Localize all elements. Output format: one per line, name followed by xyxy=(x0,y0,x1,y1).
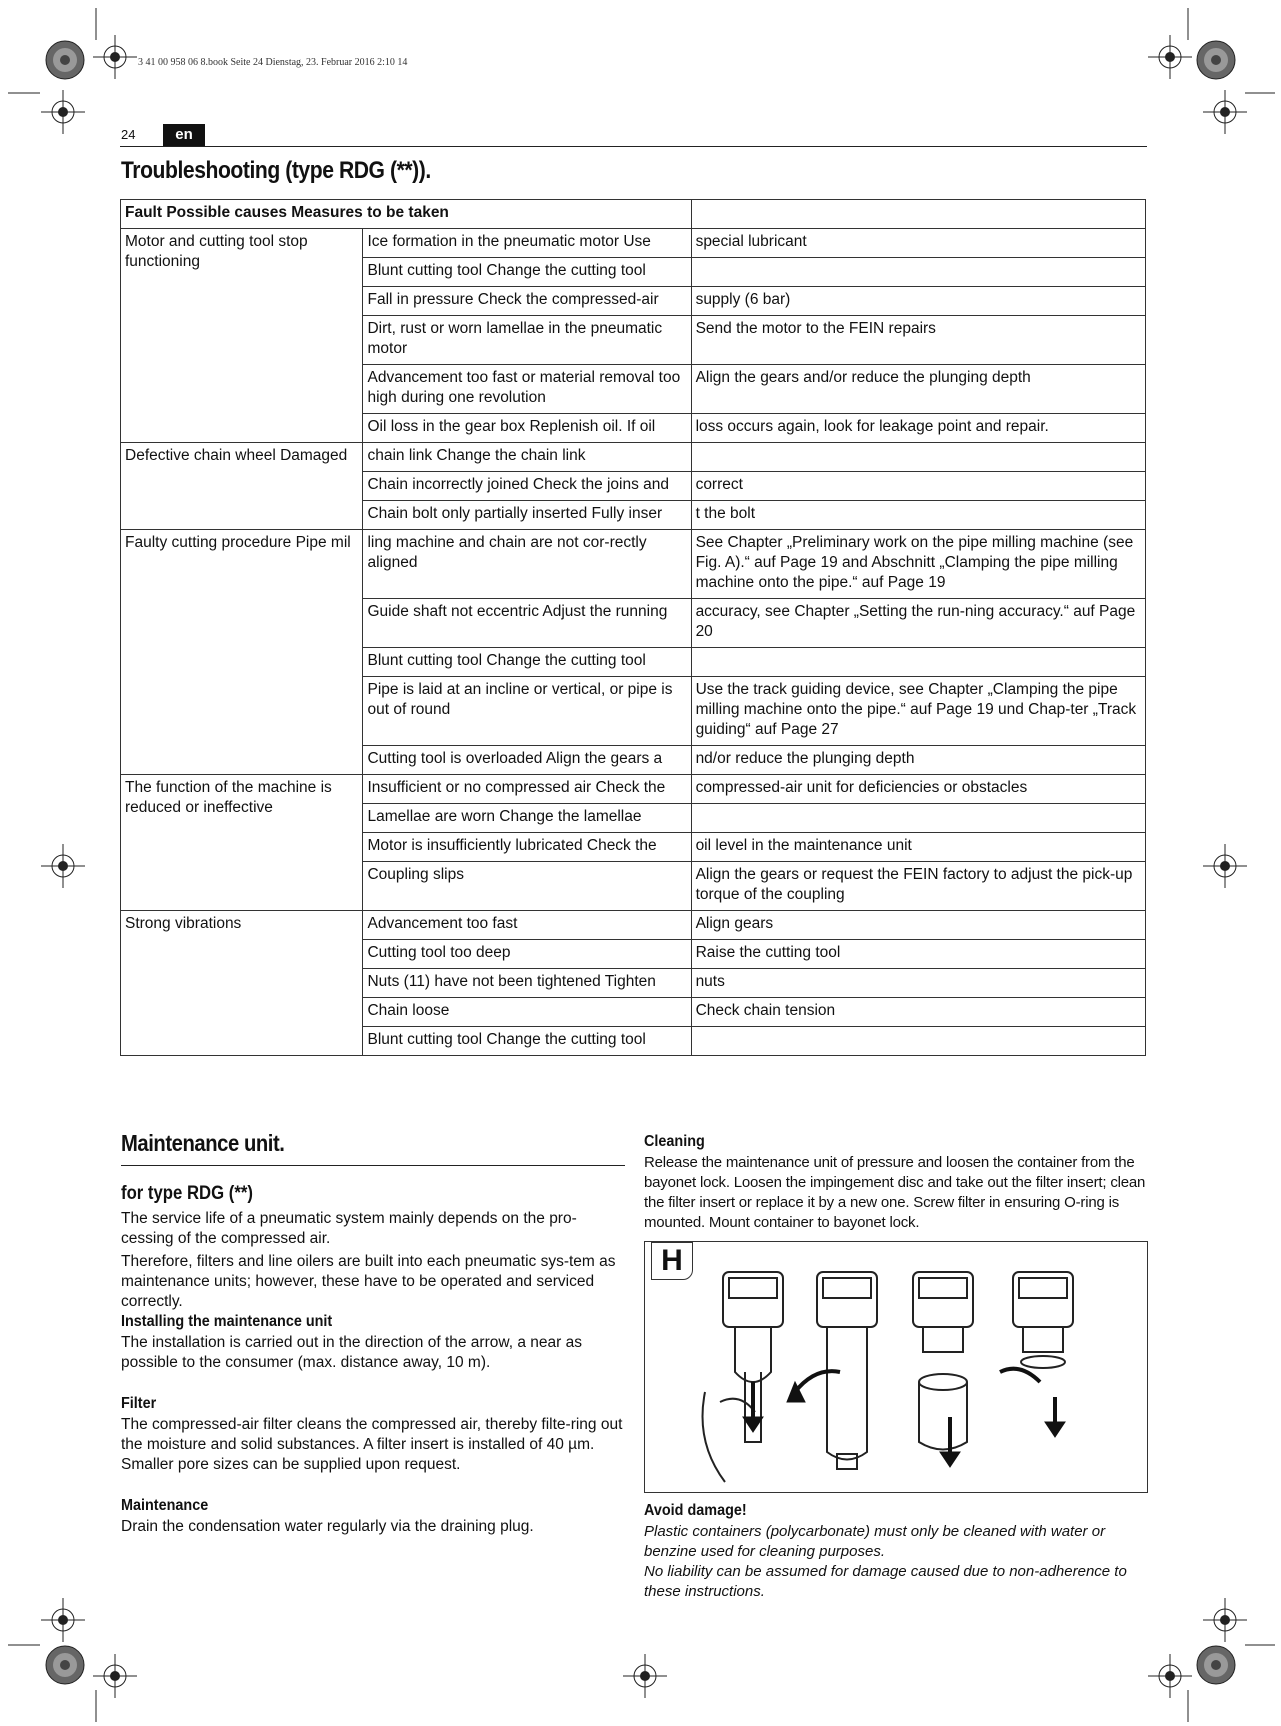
measure-cell xyxy=(691,1027,1145,1056)
measure-cell: correct xyxy=(691,472,1145,501)
measure-cell xyxy=(691,804,1145,833)
measure-cell: compressed-air unit for deficiencies or obstacles xyxy=(691,775,1145,804)
avoid-damage-section xyxy=(644,1502,1146,1602)
table-row xyxy=(121,443,1146,472)
fault-cell: Motor and cutting tool stop functioning xyxy=(121,229,363,443)
cause-cell: chain link Change the chain link xyxy=(363,443,691,472)
maintenance-intro-2: Therefore, filters and line oilers are built into each pneumatic sys-tem as maintenance units; however, these have to be operated and serviced correctly. xyxy=(121,1253,616,1310)
avoid-damage-heading: Avoid damage! xyxy=(644,1502,747,1519)
header-rule xyxy=(120,146,1147,147)
maintenance-title: Maintenance unit. xyxy=(121,1130,285,1156)
fault-cell: Strong vibrations xyxy=(121,911,363,1056)
cleaning-section xyxy=(644,1133,1146,1233)
file-info-line: 3 41 00 958 06 8.book Seite 24 Dienstag, 23. Februar 2016 2:10 14 xyxy=(138,57,408,68)
avoid-damage-text-1: Plastic containers (polycarbonate) must only be cleaned with water or benzine used for cleaning purposes. xyxy=(644,1523,1106,1560)
table-header-cell xyxy=(691,200,1145,229)
installing-heading: Installing the maintenance unit xyxy=(121,1313,333,1330)
measure-cell xyxy=(691,648,1145,677)
cleaning-text: Release the maintenance unit of pressure and loosen the container from the bayonet lock. Loosen the impingement disc and take out the filter insert; clean the filter insert or replace it by a new one. Screw filter in ensuring O-ring is mounted. Mount container to bayonet lock. xyxy=(644,1154,1146,1231)
cause-cell: Oil loss in the gear box Replenish oil. If oil xyxy=(363,414,691,443)
fault-cell: Defective chain wheel Damaged xyxy=(121,443,363,530)
cause-cell: Fall in pressure Check the compressed-air xyxy=(363,287,691,316)
filter-text: The compressed-air filter cleans the compressed air, thereby filte-ring out the moisture and solid substances. A filter insert is installed of 40 µm. Smaller pore sizes can be supplied upon request. xyxy=(121,1416,623,1473)
cleaning-heading: Cleaning xyxy=(644,1133,705,1150)
measure-cell: Send the motor to the FEIN repairs xyxy=(691,316,1145,365)
measure-cell: Align the gears or request the FEIN factory to adjust the pick-up torque of the coupling xyxy=(691,862,1145,911)
troubleshooting-title: Troubleshooting (type RDG (**)). xyxy=(121,157,431,184)
cause-cell: Nuts (11) have not been tightened Tighten xyxy=(363,969,691,998)
measure-cell xyxy=(691,443,1145,472)
maintenance-subtitle: for type RDG (**) xyxy=(121,1183,253,1204)
page-number: 24 xyxy=(121,127,136,142)
cause-cell: Insufficient or no compressed air Check the xyxy=(363,775,691,804)
measure-cell xyxy=(691,258,1145,287)
measure-cell: Use the track guiding device, see Chapter „Clamping the pipe milling machine onto the pipe.“ auf Page 19 und Chap-ter „Track guiding“ auf Page 27 xyxy=(691,677,1145,746)
table-row xyxy=(121,775,1146,804)
installing-text: The installation is carried out in the direction of the arrow, a near as possible to the consumer (max. distance away, 10 m). xyxy=(121,1334,582,1371)
cause-cell: Guide shaft not eccentric Adjust the running xyxy=(363,599,691,648)
measure-cell: t the bolt xyxy=(691,501,1145,530)
measure-cell: oil level in the maintenance unit xyxy=(691,833,1145,862)
measure-cell: See Chapter „Preliminary work on the pipe milling machine (see Fig. A).“ auf Page 19 and Abschnitt „Clamping the pipe milling machine onto the pipe.“ auf Page 19 xyxy=(691,530,1145,599)
cause-cell: Cutting tool is overloaded Align the gears a xyxy=(363,746,691,775)
cause-cell: Ice formation in the pneumatic motor Use xyxy=(363,229,691,258)
filter-cleaning-illustration xyxy=(645,1242,1147,1492)
cause-cell: Chain bolt only partially inserted Fully inser xyxy=(363,501,691,530)
cause-cell: Coupling slips xyxy=(363,862,691,911)
maintenance-text: Drain the condensation water regularly via the draining plug. xyxy=(121,1518,534,1535)
cause-cell: Chain loose xyxy=(363,998,691,1027)
table-row xyxy=(121,911,1146,940)
table-header-row xyxy=(121,200,1146,229)
avoid-damage-text-2: No liability can be assumed for damage caused due to non-adherence to these instructions. xyxy=(644,1563,1127,1600)
cause-cell: Blunt cutting tool Change the cutting tool xyxy=(363,1027,691,1056)
measure-cell: Align the gears and/or reduce the plunging depth xyxy=(691,365,1145,414)
cause-cell: Advancement too fast xyxy=(363,911,691,940)
measure-cell: supply (6 bar) xyxy=(691,287,1145,316)
cause-cell: Dirt, rust or worn lamellae in the pneumatic motor xyxy=(363,316,691,365)
cause-cell: Pipe is laid at an incline or vertical, or pipe is out of round xyxy=(363,677,691,746)
measure-cell: special lubricant xyxy=(691,229,1145,258)
measure-cell: accuracy, see Chapter „Setting the run-ning accuracy.“ auf Page 20 xyxy=(691,599,1145,648)
maintenance-heading: Maintenance xyxy=(121,1497,209,1514)
cause-cell: Cutting tool too deep xyxy=(363,940,691,969)
measure-cell: Check chain tension xyxy=(691,998,1145,1027)
filter-heading: Filter xyxy=(121,1395,157,1412)
table-row xyxy=(121,229,1146,258)
fault-cell: Faulty cutting procedure Pipe mil xyxy=(121,530,363,775)
measure-cell: nuts xyxy=(691,969,1145,998)
table-row xyxy=(121,530,1146,599)
figure-label: H xyxy=(651,1242,693,1280)
table-header-cell: Fault Possible causes Measures to be taken xyxy=(121,200,692,229)
measure-cell: loss occurs again, look for leakage point and repair. xyxy=(691,414,1145,443)
maintenance-intro-1: The service life of a pneumatic system mainly depends on the pro-cessing of the compressed air. xyxy=(121,1210,577,1247)
maintenance-section xyxy=(121,1130,625,1537)
cause-cell: Motor is insufficiently lubricated Check the xyxy=(363,833,691,862)
fault-cell: The function of the machine is reduced or ineffective xyxy=(121,775,363,911)
figure-h xyxy=(644,1241,1148,1493)
cause-cell: Blunt cutting tool Change the cutting tool xyxy=(363,648,691,677)
measure-cell: Align gears xyxy=(691,911,1145,940)
troubleshooting-table xyxy=(120,199,1146,1056)
cause-cell: ling machine and chain are not cor-rectly aligned xyxy=(363,530,691,599)
maintenance-rule xyxy=(121,1165,625,1166)
cause-cell: Blunt cutting tool Change the cutting tool xyxy=(363,258,691,287)
cause-cell: Chain incorrectly joined Check the joins and xyxy=(363,472,691,501)
measure-cell: nd/or reduce the plunging depth xyxy=(691,746,1145,775)
cause-cell: Lamellae are worn Change the lamellae xyxy=(363,804,691,833)
cause-cell: Advancement too fast or material removal too high during one revolution xyxy=(363,365,691,414)
language-badge: en xyxy=(163,124,205,146)
measure-cell: Raise the cutting tool xyxy=(691,940,1145,969)
